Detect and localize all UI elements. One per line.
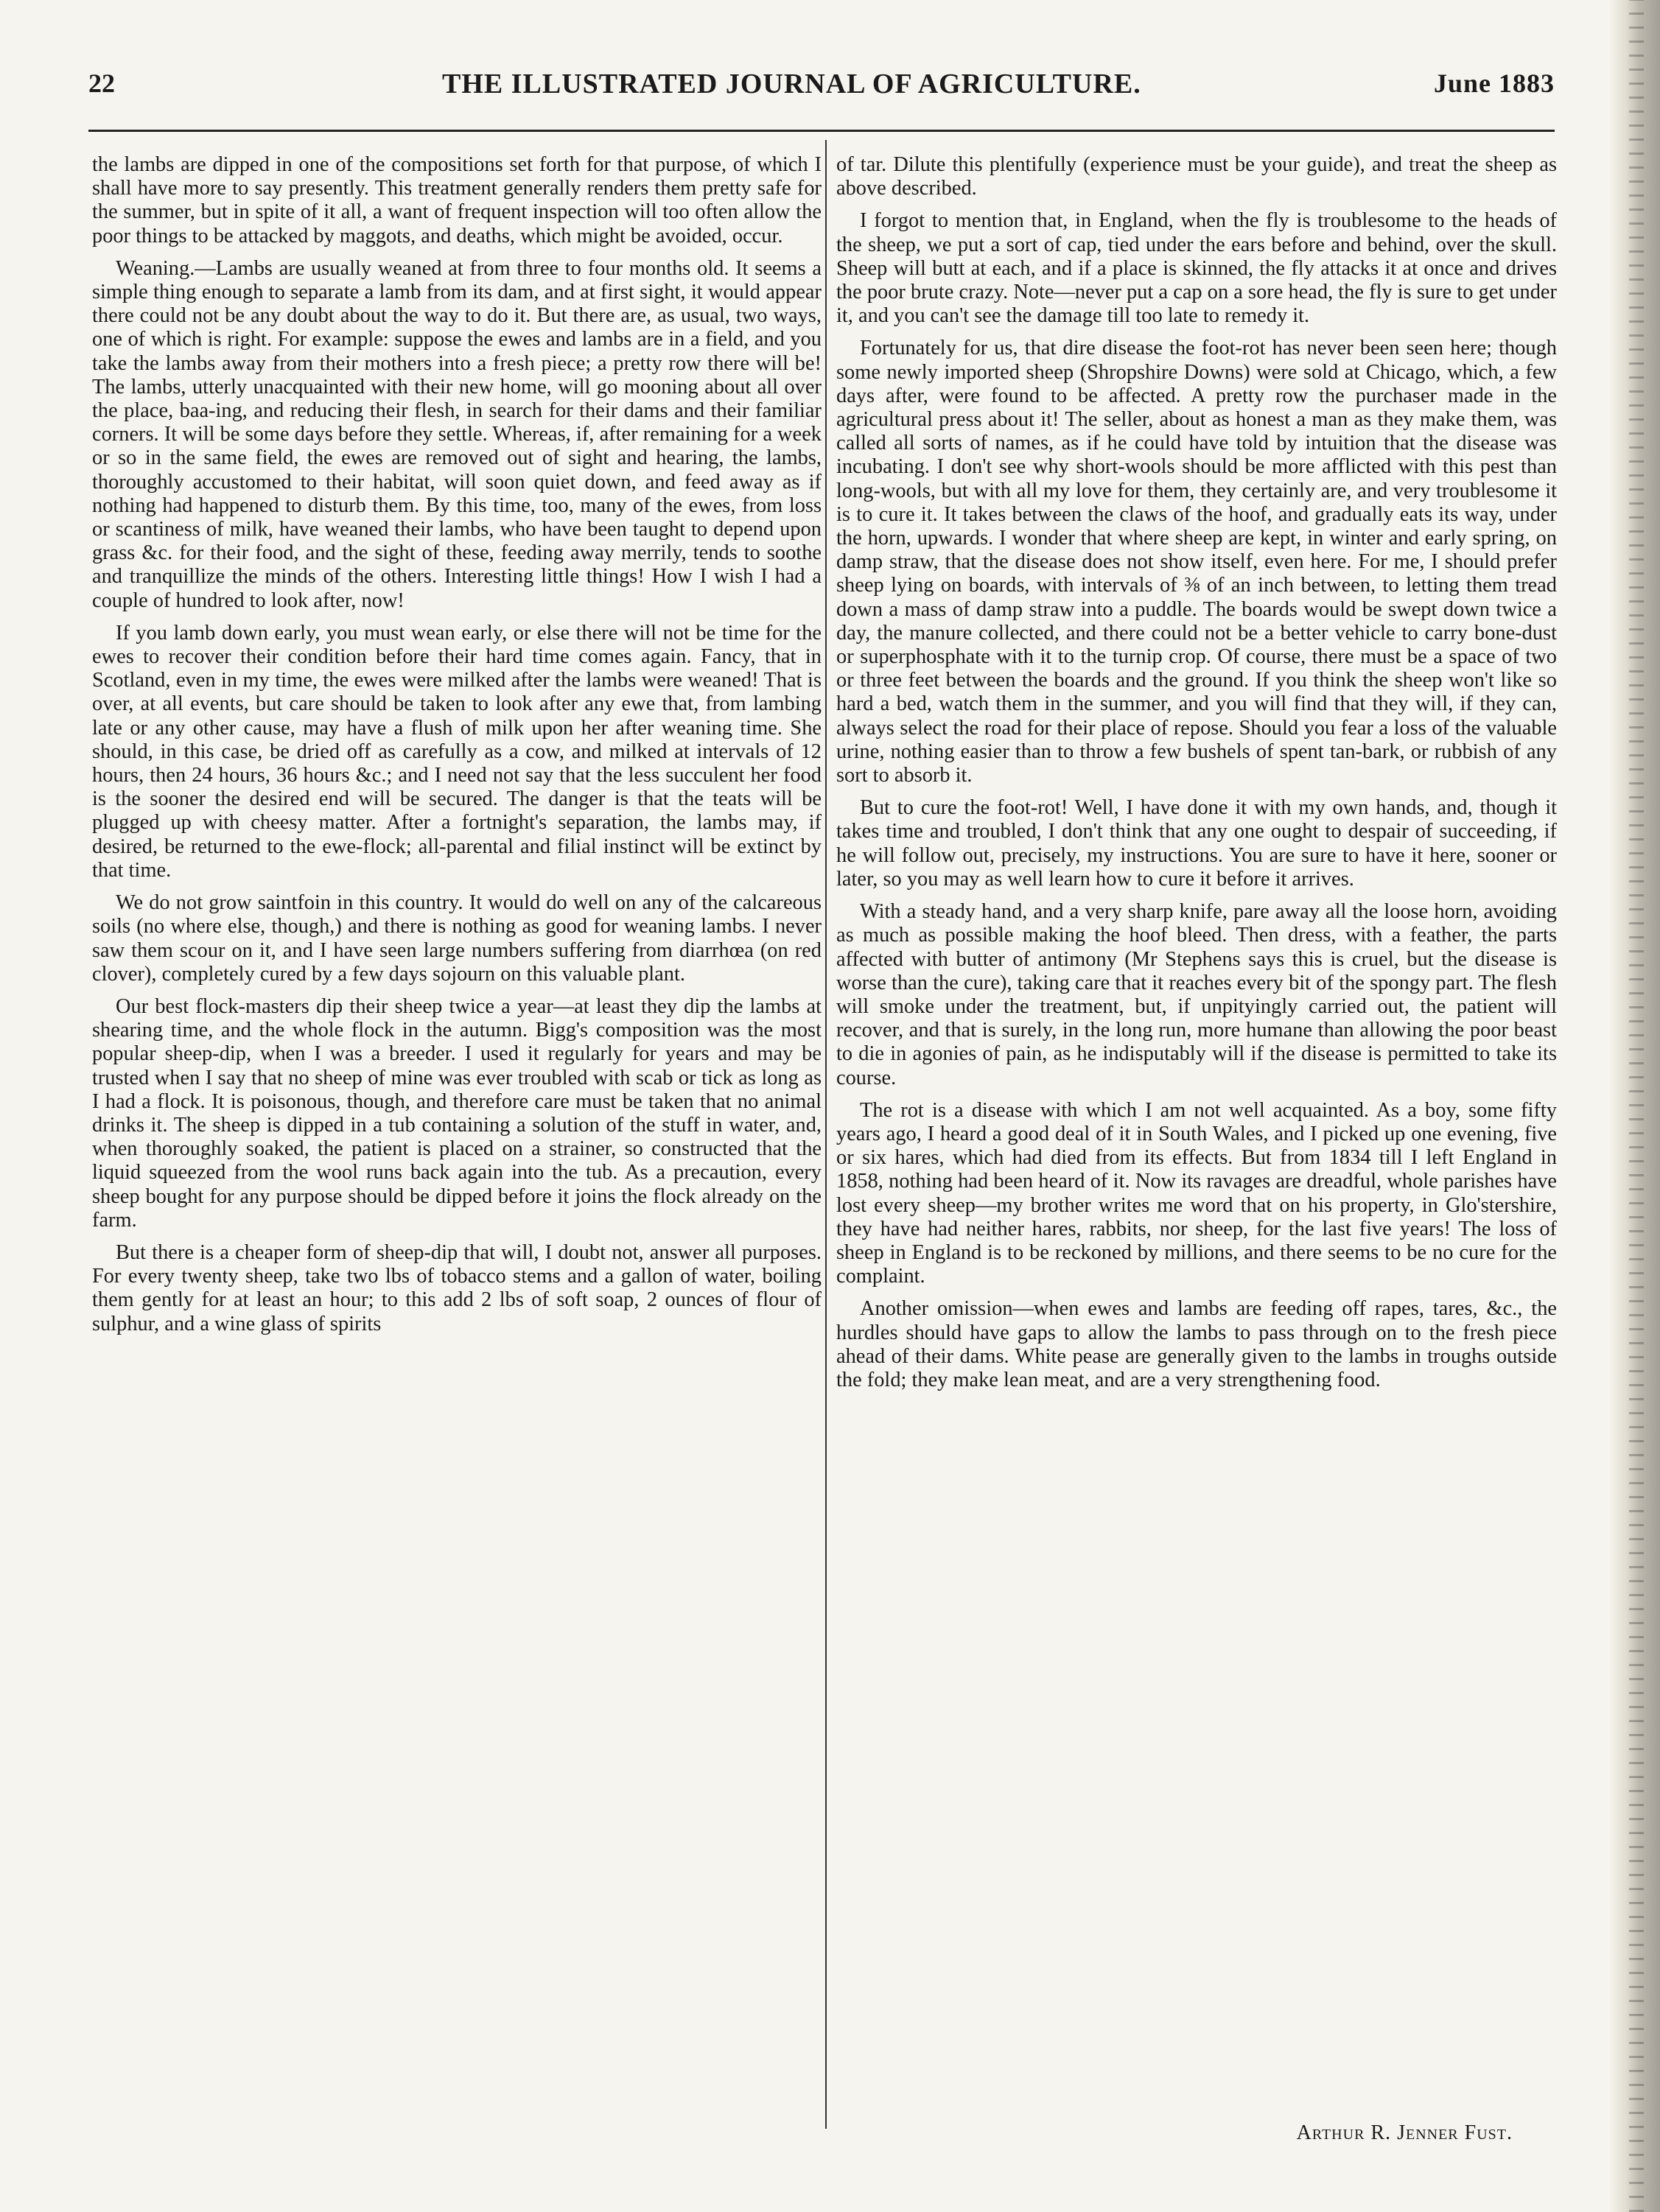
- right-column: [836, 153, 1557, 1401]
- paragraph: But there is a cheaper form of sheep-dip that will, I doubt not, answer all purposes. For every twenty sheep, take two lbs of tobacco stems and a gallon of water, boiling them gently for at least an hour; to this add 2 lbs of soft soap, 2 ounces of flour of sulphur, and a wine glass of spirits: [92, 1240, 822, 1335]
- paragraph: Weaning.—Lambs are usually weaned at from three to four months old. It seems a simple thing enough to separate a lamb from its dam, and at first sight, it would appear there could not be any doubt about the way to do it. But there are, as usual, two ways, one of which is right. For example: suppose the ewes and lambs are in a field, and you take the lambs away from their mothers into a fresh piece; a pretty row there will be! The lambs, utterly unacquainted with their new home, will go mooning about all over the place, baa-ing, and reducing their flesh, in search for their dams and their familiar corners. It will be some days before they settle. Whereas, if, after remaining for a week or so in the same field, the ewes are removed out of sight and hearing, the lambs, thoroughly accustomed to their habitat, will soon quiet down, and feed away as if nothing had happened to disturb them. By this time, too, many of the ewes, from loss or scantiness of milk, have weaned their lambs, who have been taught to depend upon grass &c. for their food, and the sight of these, feeding away merrily, tends to soothe and tranquillize the minds of the others. Interesting little things! How I wish I had a couple of hundred to look after, now!: [92, 256, 822, 612]
- page-header: [88, 68, 1555, 112]
- paragraph: the lambs are dipped in one of the compositions set forth for that purpose, of which I shall have more to say presently. This treatment generally renders them pretty safe for the summer, but in spite of it all, a want of frequent inspection will too often allow the poor things to be attacked by maggots, and deaths, which might be avoided, occur.: [92, 153, 822, 247]
- paragraph: The rot is a disease with which I am not well acquainted. As a boy, some fifty years ago, I heard a good deal of it in South Wales, and I picked up one evening, five or six hares, which had died from its effects. But from 1834 till I left England in 1858, nothing had been heard of it. Now its ravages are dreadful, whole parishes have lost every sheep—my brother writes me word that on his property, in Glo'stershire, they have had neither hares, rabbits, nor sheep, for the last five years! The loss of sheep in England is to be reckoned by millions, and there seems to be no cure for the complaint.: [836, 1098, 1557, 1288]
- author-signature: Arthur R. Jenner Fust.: [1296, 2121, 1513, 2144]
- page-number: 22: [88, 69, 115, 98]
- issue-date: June 1883: [1433, 69, 1555, 98]
- journal-title: THE ILLUSTRATED JOURNAL OF AGRICULTURE.: [442, 69, 1141, 99]
- paragraph: We do not grow saintfoin in this country. It would do well on any of the calcareous soils (no where else, though,) and there is nothing as good for weaning lambs. I never saw them scour on it, and I have seen large numbers suffering from diarrhœa (on red clover), completely cured by a few days sojourn on this valuable plant.: [92, 891, 822, 986]
- paragraph: I forgot to mention that, in England, when the fly is troublesome to the heads of the sheep, we put a sort of cap, tied under the ears before and behind, over the skull. Sheep will butt at each, and if a place is skinned, the fly attacks it at once and drives the poor brute crazy. Note—never put a cap on a sore head, the fly is sure to get under it, and you can't see the damage till too late to remedy it.: [836, 209, 1557, 328]
- paragraph: Another omission—when ewes and lambs are feeding off rapes, tares, &c., the hurdles should have gaps to allow the lambs to pass through on to the fresh piece ahead of their dams. White pease are generally given to the lambs in troughs outside the fold; they make lean meat, and are a very strengthening food.: [836, 1297, 1557, 1391]
- paragraph: Fortunately for us, that dire disease the foot-rot has never been seen here; though some newly imported sheep (Shropshire Downs) were sold at Chicago, which, a few days after, were found to be affected. A pretty row the purchaser made in the agricultural press about it! The seller, about as honest a man as they make them, was called all sorts of names, as if he could have told by intuition that the disease was incubating. I don't see why short-wools should be more afflicted with this pest than long-wools, but with all my love for them, they certainly are, and very troublesome it is to cure it. It takes between the claws of the hoof, and gradually eats its way, under the horn, upwards. I wonder that where sheep are kept, in winter and early spring, on damp straw, that the disease does not show itself, even here. For me, I should prefer sheep lying on boards, with intervals of ⅜ of an inch between, to letting them tread down a mass of damp straw into a puddle. The boards would be swept down twice a day, the manure collected, and there could not be a better vehicle to carry bone-dust or superphosphate with it to the turnip crop. Of course, there must be a space of two or three feet between the boards and the ground. If you think the sheep won't like so hard a bed, watch them in the summer, and you will find that they will, if they can, always select the road for their place of repose. Should you fear a loss of the valuable urine, nothing easier than to throw a few bushels of spent tan-bark, or rubbish of any sort to absorb it.: [836, 337, 1557, 787]
- paragraph: of tar. Dilute this plentifully (experience must be your guide), and treat the sheep as above described.: [836, 153, 1557, 200]
- header-rule: [88, 130, 1555, 132]
- scan-edge-marks: [1629, 0, 1644, 2212]
- column-divider: [825, 140, 827, 2129]
- paragraph: But to cure the foot-rot! Well, I have done it with my own hands, and, though it takes time and troubled, I don't think that any one ought to despair of succeeding, if he will follow out, precisely, my instructions. You are sure to have it here, sooner or later, so you may as well learn how to cure it before it arrives.: [836, 796, 1557, 891]
- paragraph: With a steady hand, and a very sharp knife, pare away all the loose horn, avoiding as much as possible making the hoof bleed. Then dress, with a feather, the parts affected with butter of antimony (Mr Stephens says this is cruel, but the disease is worse than the cure), taking care that it reaches every bit of the spongy part. The flesh will smoke under the treatment, but, if unpityingly carried out, the patient will recover, and that is surely, in the long run, more humane than allowing the poor beast to die in agonies of pain, as he indisputably will if the disease is permitted to take its course.: [836, 900, 1557, 1089]
- paragraph: Our best flock-masters dip their sheep twice a year—at least they dip the lambs at shearing time, and the whole flock in the autumn. Bigg's composition was the most popular sheep-dip, when I was a breeder. I used it regularly for years and may be trusted when I say that no sheep of mine was ever troubled with scab or tick as long as I had a flock. It is poisonous, though, and therefore care must be taken that no animal drinks it. The sheep is dipped in a tub containing a solution of the stuff in water, and, when thoroughly soaked, the patient is placed on a strainer, so constructed that the liquid squeezed from the wool runs back again into the tub. As a precaution, every sheep bought for any purpose should be dipped before it joins the flock already on the farm.: [92, 994, 822, 1232]
- paragraph: If you lamb down early, you must wean early, or else there will not be time for the ewes to recover their condition before their hard time comes again. Fancy, that in Scotland, even in my time, the ewes were milked after the lambs were weaned! That is over, at all events, but care should be taken to look after any ewe that, from lambing late or any other cause, may have a flush of milk upon her after weaning time. She should, in this case, be dried off as carefully as a cow, and milked at intervals of 12 hours, then 24 hours, 36 hours &c.; and I need not say that the less succulent her food is the sooner the desired end will be secured. The danger is that the teats will be plugged up with cheesy matter. After a fortnight's separation, the lambs may, if desired, be returned to the ewe-flock; all-parental and filial instinct will be extinct by that time.: [92, 621, 822, 882]
- left-column: [92, 153, 822, 1345]
